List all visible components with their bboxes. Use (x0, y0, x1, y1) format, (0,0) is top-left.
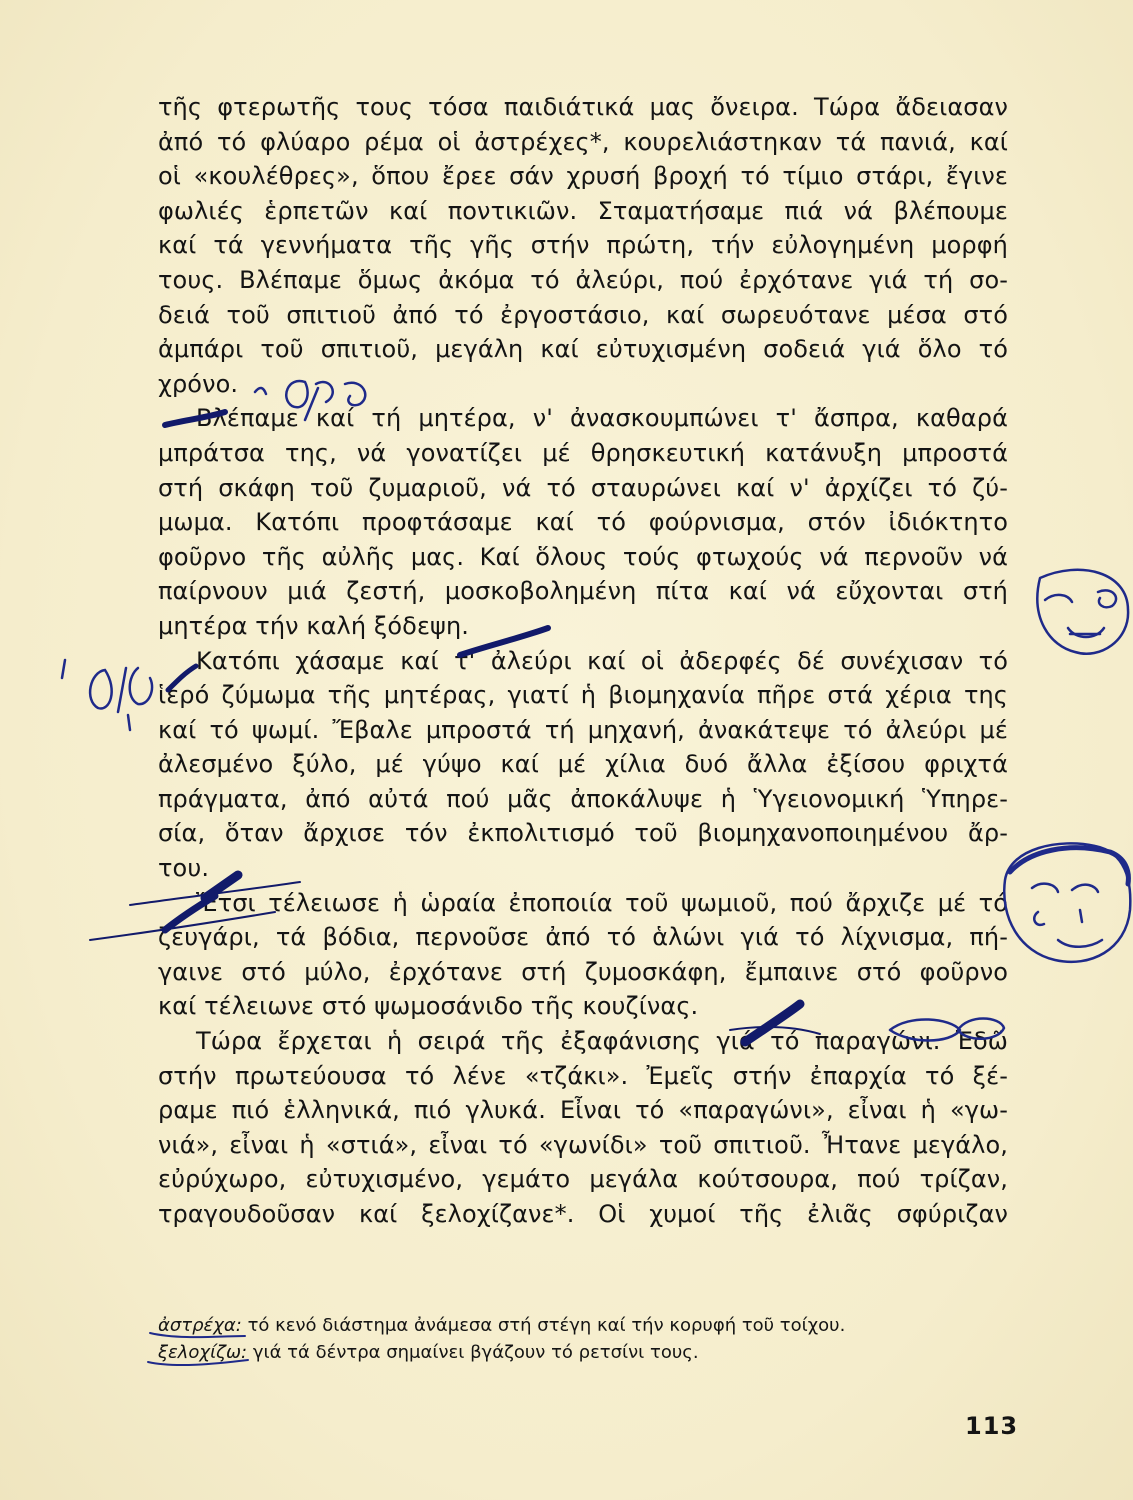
scribble-mark (62, 660, 65, 678)
face-doodle (1072, 885, 1098, 892)
scribble-mark (130, 668, 152, 704)
text-line: φοῦρνο τῆς αὐλῆς μας. Καί ὅλους τούς φτωχούς νά περνοῦν νά (158, 542, 1008, 571)
text-line: στήν πρωτεύουσα τό λένε «τζάκι». Ἐμεῖς στήν ἐπαρχία τό ξέ- (158, 1061, 1008, 1090)
paragraph-3 (158, 644, 1008, 886)
text-line: καί τό ψωμί. Ἔβαλε μπροστά τή μηχανή, ἀνακάτεψε τό ἀλεύρι μέ (158, 715, 1008, 744)
text-line: παίρνουν μιά ζεστή, μοσκοβολημένη πίτα καί νά εὔχονται στή (158, 577, 1008, 606)
page-number: 113 (965, 1412, 1019, 1440)
text-line: χρόνο. (158, 369, 239, 398)
footnote-1 (158, 1312, 1008, 1339)
text-line: οἱ «κουλέθρες», ὅπου ἔρεε σάν χρυσή βροχή τό τίμιο στάρι, ἔγινε (158, 162, 1008, 191)
text-line: Ἔτσι τέλειωσε ἡ ὡραία ἐποποιία τοῦ ψωμιοῦ, πού ἄρχιζε μέ τό (196, 888, 1008, 917)
footnote-2 (158, 1339, 1008, 1366)
text-line: ἀλεσμένο ξύλο, μέ γύψο καί μέ χίλια δυό ἄλλα ἐξίσου φριχτά (158, 750, 1008, 779)
face-doodle (1080, 910, 1082, 922)
text-line: του. (158, 854, 210, 883)
text-line: στή σκάφη τοῦ ζυμαριοῦ, νά τό σταυρώνει καί ν' ἀρχίζει τό ζύ- (158, 473, 1008, 502)
face-doodle (1010, 848, 1128, 884)
paragraph-5 (158, 1024, 1008, 1232)
paragraph-4 (158, 886, 1008, 1024)
text-line: εὐρύχωρο, εὐτυχισμένο, γεμάτο μεγάλα κούτσουρα, πού τρίζαν, (158, 1165, 1008, 1194)
text-line: ζευγάρι, τά βόδια, περνοῦσε ἀπό τό ἁλώνι γιά τό λίχνισμα, πή- (158, 923, 1008, 952)
face-doodle (1068, 628, 1104, 637)
text-line: ἱερό ζύμωμα τῆς μητέρας, γιατί ἡ βιομηχανία πῆρε στά χέρια της (158, 681, 1008, 710)
face-doodle (1037, 570, 1128, 654)
text-line: καί τέλειωνε στό ψωμοσάνιδο τῆς κουζίνας. (158, 992, 699, 1021)
face-doodle (1004, 843, 1130, 961)
paragraph-2 (158, 401, 1008, 643)
body-text (158, 90, 1008, 1232)
text-line: ἀμπάρι τοῦ σπιτιοῦ, μεγάλη καί εὐτυχισμένη σοδειά γιά ὅλο τό (158, 335, 1008, 364)
text-line: φωλιές ἑρπετῶν καί ποντικιῶν. Σταματήσαμε πιά νά βλέπουμε (158, 196, 1008, 225)
footnote-text: τό κενό διάστημα ἀνάμεσα στή στέγη καί τήν κορυφή τοῦ τοίχου. (247, 1315, 846, 1336)
text-line: ραμε πιό ἑλληνικά, πιό γλυκά. Εἶναι τό «παραγώνι», εἶναι ἡ «γω- (158, 1096, 1008, 1125)
text-line: ἀπό τό φλύαρο ρέμα οἱ ἀστρέχες*, κουρελιάστηκαν τά πανιά, καί (158, 127, 1008, 156)
text-line: τους. Βλέπαμε ὅμως ἀκόμα τό ἀλεύρι, πού ἐρχότανε γιά τή σο- (158, 265, 1008, 294)
text-line: Βλέπαμε καί τή μητέρα, ν' ἀνασκουμπώνει τ' ἄσπρα, καθαρά (196, 404, 1008, 433)
text-line: μητέρα τήν καλή ξόδεψη. (158, 611, 469, 640)
text-line: τῆς φτερωτῆς τους τόσα παιδιάτικά μας ὄνειρα. Τώρα ἄδειασαν (158, 93, 1008, 121)
scribble-mark (90, 670, 112, 708)
text-line: Κατόπι χάσαμε καί τ' ἀλεύρι καί οἱ ἀδερφές δέ συνέχισαν τό (196, 646, 1008, 675)
text-line: μωμα. Κατόπι προφτάσαμε καί τό φούρνισμα, στόν ἰδιόκτητο (158, 508, 1008, 537)
footnote-text: γιά τά δέντρα σημαίνει βγάζουν τό ρετσίνι τους. (252, 1342, 699, 1363)
text-line: Τώρα ἔρχεται ἡ σειρά τῆς ἐξαφάνισης γιά τό παραγώνι. Ἐδῶ (196, 1027, 1008, 1056)
text-line: νιά», εἶναι ἡ «στιά», εἶναι τό «γωνίδι» τοῦ σπιτιοῦ. Ἦτανε μεγάλο, (158, 1130, 1008, 1159)
face-doodle (1045, 595, 1072, 602)
text-line: μπράτσα της, νά γονατίζει μέ θρησκευτική κατάνυξη μπροστά (158, 438, 1008, 467)
text-line: γαινε στό μύλο, ἐρχότανε στή ζυμοσκάφη, ἔμπαινε στό φοῦρνο (158, 957, 1008, 986)
text-line: καί τά γεννήματα τῆς γῆς στήν πρώτη, τήν εὐλογημένη μορφή (158, 231, 1008, 260)
text-line: τραγουδοῦσαν καί ξελοχίζανε*. Οἱ χυμοί τῆς ἐλιᾶς σφύριζαν (158, 1200, 1008, 1228)
footnote-term: ἀστρέχα: (158, 1315, 242, 1336)
face-doodle (1034, 912, 1044, 925)
text-line: δειά τοῦ σπιτιοῦ ἀπό τό ἐργοστάσιο, καί σωρευότανε μέσα στό (158, 300, 1008, 329)
footnote-term: ξελοχίζω: (158, 1342, 248, 1363)
paragraph-1 (158, 90, 1008, 401)
face-doodle (1098, 590, 1116, 607)
footnotes (158, 1312, 1008, 1366)
text-line: σία, ὅταν ἄρχισε τόν ἐκπολιτισμό τοῦ βιομηχανοποιημένου ἄρ- (158, 819, 1008, 848)
face-doodle (1058, 940, 1102, 947)
text-line: πράγματα, ἀπό αὐτά πού μᾶς ἀποκάλυψε ἡ Ὑγειονομική Ὑπηρε- (158, 784, 1008, 813)
scribble-mark (128, 715, 130, 730)
face-doodle (1032, 884, 1058, 892)
scribble-mark (118, 668, 126, 712)
